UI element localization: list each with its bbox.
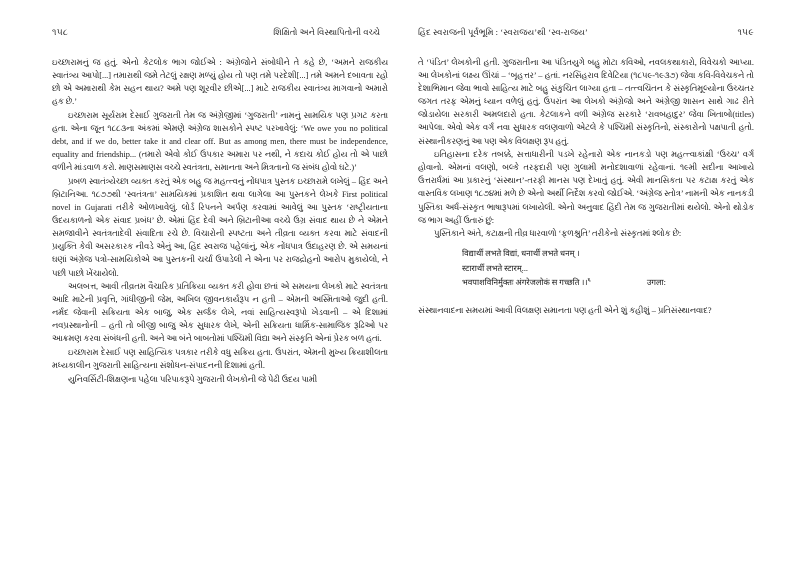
- footnote-marker: ૬: [587, 277, 591, 284]
- paragraph: પુસ્તિકાને અંતે, કટાક્ષની તીવ્ર ધારવાળો ‘ફળશ્રુતિ’ તરીકેનો સંસ્કૃતમાં શ્લોક છે:: [434, 229, 682, 239]
- paragraph: ઇચ્છારામનું જ હતું. એનો કેટલોક ભાગ જોઈએ : અંગ્રેજોને સંબોધીને તે કહે છે, ‘અમને રાજકીય સ્વાતંત્ર્ય આપો[...] તમારાથી જમે તેટલું રક્ષણ મળ્યું હોય તો પણ તમે પરદેશી[...] તમે અમને દબાવતા રહો છો એ અમારાથી કેમ સહન થાય? અમે પણ શૂરવીર છીએ[...] માટે રાજકીય સ્વાતંત્ર્ય માગવાનો અમારો હક છે.’: [52, 58, 388, 107]
- verse-tail-note: उगला:: [646, 278, 666, 287]
- closing-paragraph: સંસ્થાનવાદના સમયમાં આવી વિલક્ષણ સમાનતા પણ હતી એને શું કહીશું – પ્રતિસંસ્થાનવાદ?: [418, 306, 712, 316]
- verse-line: स्टारार्थी लभते स्टारम्...: [462, 263, 528, 273]
- right-running-head: [418, 28, 754, 42]
- left-running-head: [52, 28, 388, 42]
- verse-line: विद्यार्थी लभते विद्यां, धनार्थी लभते धनम् ।: [462, 249, 580, 259]
- paragraph: અલબત્ત, આવી તીવ્રતમ વૈચારિક પ્રતિક્રિયા વ્યક્ત કરી હોવા છતાં એ સમયના લેખકો માટે સ્વતંત્રતા આદિ માટેની પ્રવૃત્તિ, ગાંધીજીની જેમ, અખિલ જીવનકાર્યરૂપ ન હતી – એમની અસ્મિતાઓ જુદી હતી. નર્મદ જેવાની સક્રિયતા એક બાજુ, એક સર્જક લેખે, નવાં સાહિત્યસ્વરૂપો ખેડવાની – એ દિશામાં નવપ્રસ્થાનોની – હતી તો બીજી બાજુ એક સુધારક લેખે, એની સક્રિયતા ધાર્મિક-સામાજિક રૂઢિઓ પર આક્રમણ કરવા સંબંધની હતી. અને આ બંને બાબતોમાં પશ્ચિમી વિદ્યા અને સંસ્કૃતિ એનાં પ્રેરક બળ હતાં.: [52, 282, 388, 344]
- verse-line-text: भवपाशविनिर्मुक्तः अंगरेजलोकं स गच्छति ।।: [462, 278, 588, 287]
- sanskrit-verse: [418, 247, 754, 290]
- left-text-column: [52, 56, 388, 386]
- right-page-folio: ૧૫૯: [737, 27, 754, 37]
- right-running-title: હિંદ સ્વરાજની પૂર્વભૂમિ : ‘સ્વરાજય’થી ‘સ્વ-રાજય’: [418, 28, 588, 37]
- right-page: [400, 0, 800, 566]
- paragraph: પ્રબળ સ્વાતંત્ર્યેચ્છા વ્યક્ત કરતું એક બહુ જ મહત્ત્વનું નોંધપાત્ર પુસ્તક ઇચ્છારામે લખેલું – હિંદ અને બ્રિટાનિઆ. ૧૮૭૭થી ‘સ્વતંત્રતા’ સામયિકમાં પ્રકાશિત થવા લાગેલા આ પુસ્તકને લેખકે First political novel in Gujarati તરીકે ઓળખાવેલું. લોર્ડ રિપનને અર્પણ કરવામાં આવેલું આ પુસ્તક ‘રાષ્ટ્રીયતાના ઉદયકાળનો એક સંવાદ પ્રબંધ’ છે. એમાં હિંદ દેવી અને બ્રિટાનીઆ વચ્ચે ઉગ્ર સંવાદ થાય છે ને એમને સમજાવીને સ્વતંત્રતાદેવી સંવાદિતા રચે છે. વિચારોની સ્પષ્ટતા અને તીવ્રતા વ્યક્ત કરવા માટે સંવાદની પ્રયુક્તિ કેવી અસરકારક નીવડે એનું આ, હિંદ સ્વરાજ પહેલાંનું, એક નોંધપાત્ર ઉદાહરણ છે. એ સમયનાં ઘણાં અંગ્રેજ પત્રો-સામયિકોએ આ પુસ્તકની ચર્ચા ઉપાડેલી ને એના પર રાજદ્રોહનો આરોપ મુકાયેલો, ને પછી પાછો ખેંચાયેલો.: [52, 176, 388, 278]
- paragraph: યુનિવર્સિટી-શિક્ષણના પહેલા પરિપાકરૂપે ગુજરાતી લેખકોની જે પેઢી ઉદય પામી: [68, 374, 318, 384]
- paragraph: ઇચ્છારામ દેસાઈ પણ સાહિત્યિક પત્રકાર તરીકે વધુ સક્રિય હતા. ઉપરાંત, એમની મુખ્ય ક્રિયાશીલતા મધ્યકાલીન ગુજરાતી સાહિત્યના સંશોધન-સંપાદનની દિશામાં હતી.: [52, 348, 388, 371]
- paragraph: ઇતિહાસના દરેક તબક્કે, સત્તાધારીની પડખે રહેનારો એક નાનકડો પણ મહત્ત્વાકાંક્ષી ‘ઉચ્ચ’ વર્ગ હોવાનો. એમનાં વલણો, બલ્કે તરફદારી પણ ગુલામી મનોદશાવાળાં રહેવાનાં. ૧૯મી સદીના આખાયે ઉત્તરાર્ધમાં આ પ્રકારનું ‘સંસ્થાન’-તરફી માનસ પણ દેખાતું હતું. એવી માનસિકતા પર કટાક્ષ કરતું એક વાસ્તવિક લખાણ ૧૮૭૪માં મળે છે એનો અર્થી નિર્દેશ કરવો જોઈએ. ‘અંગ્રેજ સ્તોત્ર’ નામની એક નાનકડી પુસ્તિકા અર્ધ-સંસ્કૃત ભાષારૂપમાં લખાયેલી. એનો અનુવાદ હિંદી તેમ જ ગુજરાતીમાં થયેલો. એનો થોડોક જ ભાગ અહીં ઉતારું છું:: [418, 150, 754, 225]
- paragraph: ઇચ્છારામ સૂર્યરામ દેસાઈ ગુજરાતી તેમ જ અંગ્રેજીમાં ‘ગુજરાતી’ નામનું સામયિક પણ પ્રગટ કરતા હતા. એના જૂન ૧૮૮૩ના અંકમાં એમણે અંગ્રેજ શાસકોને સ્પષ્ટ પરખાવેલું: ‘We owe you no political debt, and if we do, better take it and clear off. But as among men, there must be independence, equality and friendship... (તમારો એવો કોઈ ઉપકાર અમારા પર નથી, ને કદાચ કોઈ હોય તો એ પાછો વળીને માંડવાળ કરો. માણસમાણસ વચ્ચે સ્વતંત્રતા, સમાનતા અને મિત્રતાનો જ સંબંધ હોવો ઘટે.)’: [52, 110, 388, 173]
- left-page-folio: ૧૫૮: [52, 27, 69, 37]
- right-text-column: [418, 56, 754, 318]
- verse-line-with-tail: [418, 276, 754, 290]
- paragraph: તે ‘પંડિત’ લેખકોની હતી. ગુજરાતીના આ પંડિતયુગે બહુ મોટા કવિઓ, નવલકથાકારો, વિવેચકો આપ્યા. આ લેખકોનાં લક્ષ્ય ઊંચાં – ‘બૃહત્તર’ – હતાં. નરસિંહરાવ દિવેટિયા (૧૮૫૯-૧૯૩૭) જેવા કવિ-વિવેચકને તો દેશાભિમાન જેવા ભાવો સાહિત્ય માટે બહુ સંકુચિત લાગ્યા હતા – તત્ત્વચિંતન કે સંસ્કૃતિમૂલ્યોના ઉચ્ચતર જગત તરફ એમનું ધ્યાન વળેલું હતું. ઉપરાંત આ લેખકો અંગ્રેજો અને અંગ્રેજી શાસન સાથે ગાઢ રીતે જોડાયેલા સરકારી અમલદારો હતા. કેટલાકને વળી અંગ્રેજ સરકારે ‘રાવબહાદુર’ જેવા ખિતાબો(titles) આપેલા. એવો એક વર્ગ નવા સુધારક વલણવાળો એટલે કે પશ્ચિમી સંસ્કૃતિનો, સંસ્કારોનો પક્ષપાતી હતો. સંસ્થાનીકરણનું આ પણ એક વિલક્ષણ રૂપ હતું.: [418, 58, 755, 146]
- left-running-title: શિક્ષિતો અને વિસ્થાપિતોની વચ્ચે: [273, 28, 380, 37]
